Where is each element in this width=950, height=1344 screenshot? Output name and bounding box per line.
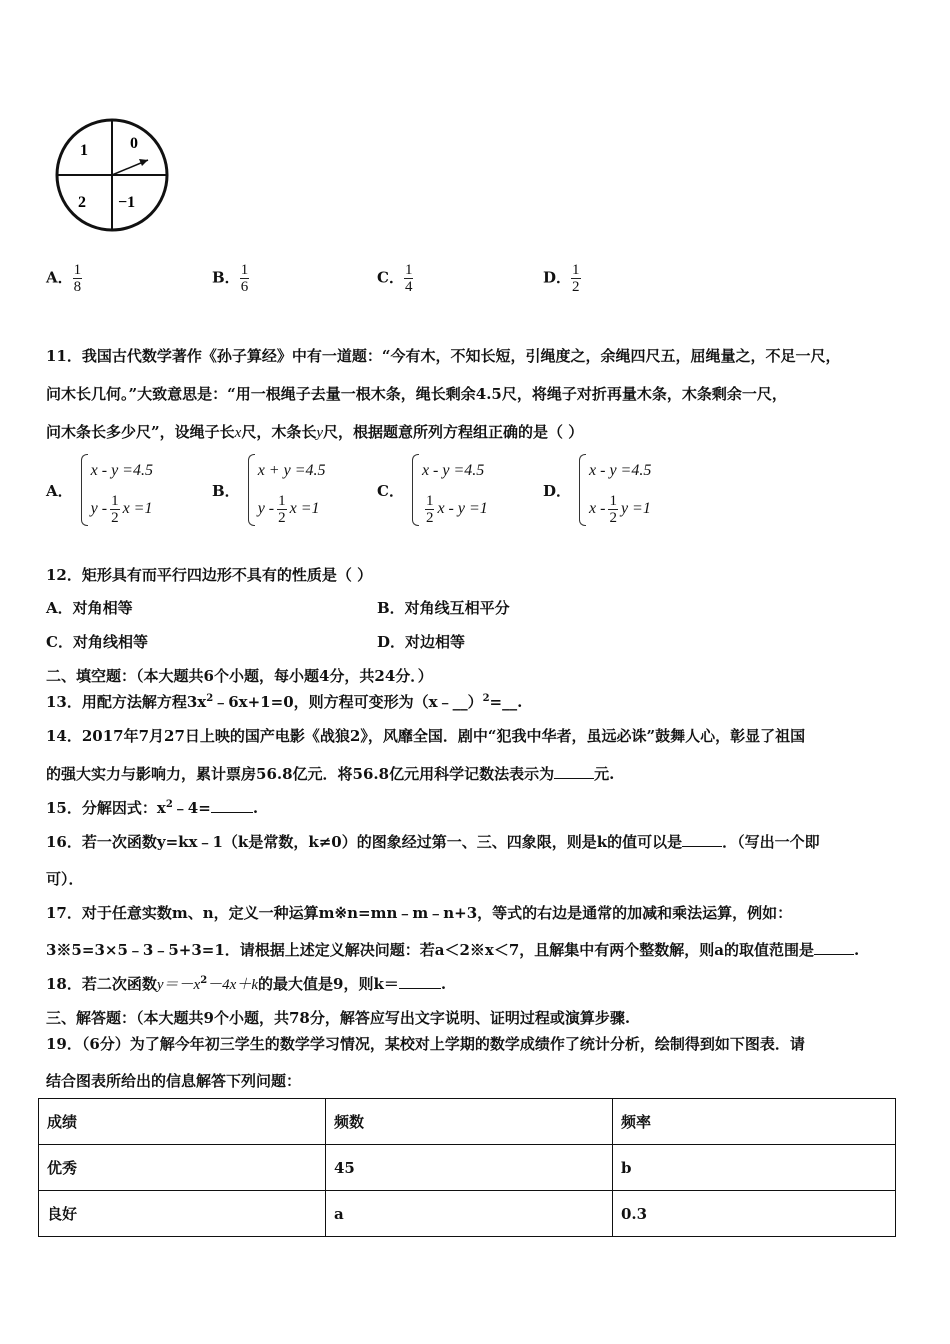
q16-line2: 可）． — [46, 870, 84, 888]
spinner-sector-label: −1 — [118, 194, 136, 211]
table-cell: a — [326, 1191, 613, 1237]
q11-option-c: C． x - y =4.5 $\frac{1}{2}$ x - y =1 — [377, 452, 488, 528]
q19-line1: 19．（6分）为了解今年初三学生的数学学习情况，某校对上学期的数学成绩作了统计分析，绘制得到如下图表．请 — [46, 1035, 805, 1053]
spinner-sector-label: 1 — [80, 142, 88, 159]
table-row — [39, 1145, 896, 1191]
q18: 18．若二次函数$y=-x^2-4x+k$的最大值是9，则k＝ . — [46, 975, 447, 993]
spinner-figure — [48, 115, 180, 237]
answer-blank — [814, 940, 854, 955]
q17-line1: 17．对于任意实数m、n，定义一种运算m※n=mn﹣m﹣n+3，等式的右边是通常的加减和乘法运算，例如： — [46, 904, 793, 922]
answer-blank — [554, 764, 594, 779]
q14-line2: 的强大实力与影响力，累计票房56.8亿元．将56.8亿元用科学记数法表示为 元. — [46, 765, 615, 783]
table-cell: 0.3 — [613, 1191, 896, 1237]
table-cell: 45 — [326, 1145, 613, 1191]
q17-line2: 3※5=3×5﹣3﹣5+3=1．请根据上述定义解决问题：若a＜2※x＜7，且解集中有两个整数解，则a的取值范围是 . — [46, 941, 860, 959]
q16-line1: 16．若一次函数y=kx﹣1（k是常数，k≠0）的图象经过第一、三、四象限，则是k的值可以是 ．（写出一个即 — [46, 833, 820, 851]
section-2-heading: 二、填空题：（本大题共6个小题，每小题4分，共24分．） — [46, 667, 433, 685]
q13: 13．用配方法解方程$3x^2﹣6x+1=0$，则方程可变形为（x﹣__）$^2$=__. — [46, 693, 523, 711]
q11-option-a: A． x - y =4.5 y - $\frac{1}{2}$ x =1 — [46, 452, 153, 528]
table-header-row — [39, 1099, 896, 1145]
q19-line2: 结合图表所给出的信息解答下列问题： — [46, 1072, 302, 1090]
q11-option-b: B． x + y =4.5 y - $\frac{1}{2}$ x =1 — [212, 452, 325, 528]
section-3-heading: 三、解答题：（本大题共9个小题，共78分，解答应写出文字说明、证明过程或演算步骤. — [46, 1009, 631, 1027]
q11-line3: 问木条长多少尺”，设绳子长x尺，木条长y尺，根据题意所列方程组正确的是（ ） — [46, 423, 584, 441]
q10-option-a: A． $\frac{1}{8}$ — [46, 262, 82, 295]
table-row — [39, 1191, 896, 1237]
q14-line1: 14．2017年7月27日上映的国产电影《战狼2》，风靡全国．剧中“犯我中华者，虽远必诛”鼓舞人心，彰显了祖国 — [46, 727, 806, 745]
table-header-cell: 频率 — [613, 1099, 896, 1145]
q10-option-b: B． $\frac{1}{6}$ — [212, 262, 249, 295]
table-cell: 良好 — [39, 1191, 326, 1237]
q12-option-b: B．对角线互相平分 — [377, 599, 510, 617]
answer-blank — [211, 798, 253, 813]
answer-blank — [399, 974, 441, 989]
table-cell: 优秀 — [39, 1145, 326, 1191]
q15: 15．分解因式：$x^2﹣4=$ . — [46, 799, 259, 817]
q11-line1: 11．我国古代数学著作《孙子算经》中有一道题：“今有木，不知长短，引绳度之，余绳四尺五，屈绳量之，不足一尺， — [46, 347, 841, 365]
q12-option-c: C．对角线相等 — [46, 633, 148, 651]
q12-option-a: A．对角相等 — [46, 599, 133, 617]
table-header-cell: 频数 — [326, 1099, 613, 1145]
q10-option-c: C． $\frac{1}{4}$ — [377, 262, 413, 295]
table-cell: b — [613, 1145, 896, 1191]
score-table — [38, 1098, 896, 1237]
q10-option-d: D． $\frac{1}{2}$ — [543, 262, 580, 295]
q12-stem: 12．矩形具有而平行四边形不具有的性质是（ ） — [46, 566, 373, 584]
q11-option-d: D． x - y =4.5 x - $\frac{1}{2}$ y =1 — [543, 452, 651, 528]
q12-option-d: D．对边相等 — [377, 633, 466, 651]
answer-blank — [682, 832, 722, 847]
q11-line2: 问木长几何。”大致意思是：“用一根绳子去量一根木条，绳长剩余4.5尺，将绳子对折再量木条，木条剩余一尺， — [46, 385, 787, 403]
table-header-cell: 成绩 — [39, 1099, 326, 1145]
spinner-sector-label: 2 — [78, 194, 86, 211]
spinner-sector-label: 0 — [130, 135, 138, 152]
